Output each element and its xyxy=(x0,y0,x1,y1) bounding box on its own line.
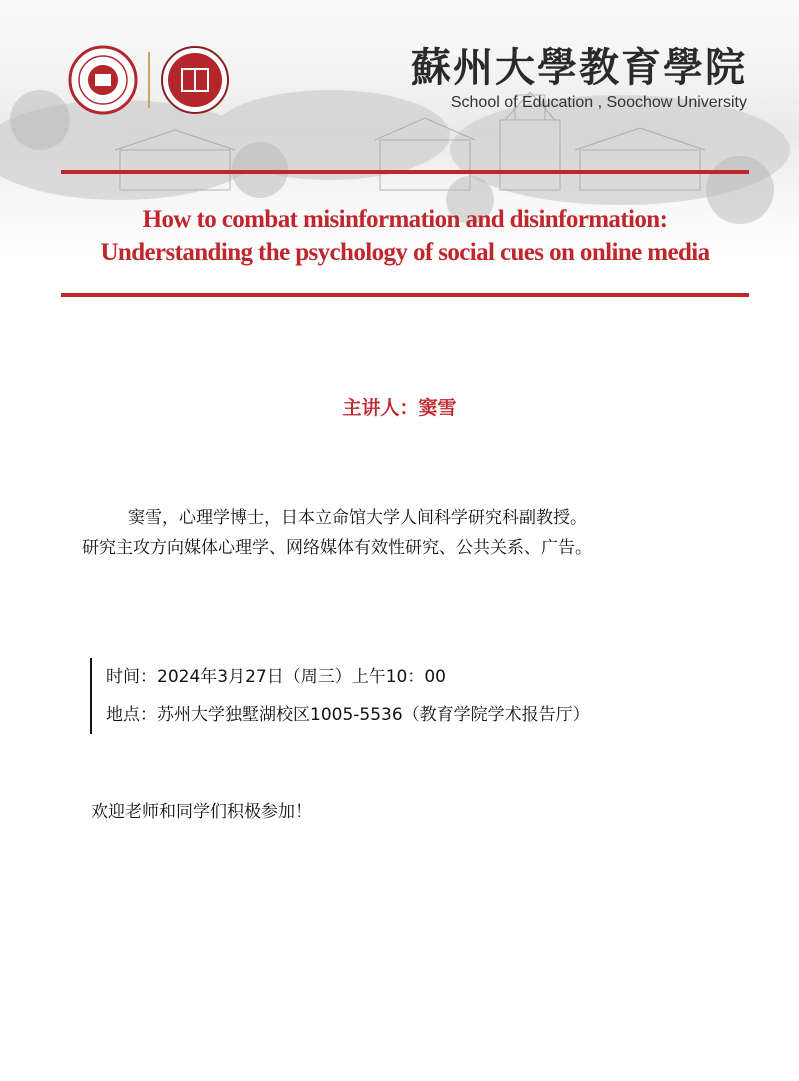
welcome-message: 欢迎老师和同学们积极参加！ xyxy=(91,802,312,822)
speaker-bio-line-1: 窦雪，心理学博士，日本立命馆大学人间科学研究科副教授。 xyxy=(128,508,587,528)
event-location: 地点：苏州大学独墅湖校区1005-5536（教育学院学术报告厅） xyxy=(106,705,590,725)
soochow-university-seal-icon xyxy=(68,45,138,115)
speaker-bio xyxy=(82,503,762,563)
logo-divider xyxy=(148,52,150,108)
school-name xyxy=(411,46,747,112)
logo-group xyxy=(68,45,230,115)
school-of-education-seal-icon xyxy=(160,45,230,115)
lecture-title-line-2: Understanding the psychology of social cues on online media xyxy=(100,239,710,266)
lecture-title xyxy=(61,203,749,269)
title-rule-bottom xyxy=(61,293,749,297)
lecture-title-line-1: How to combat misinformation and disinformation: xyxy=(142,206,668,233)
speaker-bio-line-2: 研究主攻方向媒体心理学、网络媒体有效性研究、公共关系、广告。 xyxy=(82,538,592,558)
event-info xyxy=(90,658,590,734)
title-rule-top xyxy=(61,170,749,174)
event-time: 时间：2024年3月27日（周三）上午10：00 xyxy=(106,667,446,687)
school-name-english: School of Education , Soochow University xyxy=(450,94,747,111)
school-name-chinese: 蘇州大學教育學院 xyxy=(411,44,747,91)
speaker-line: 主讲人：窦雪 xyxy=(342,397,457,419)
